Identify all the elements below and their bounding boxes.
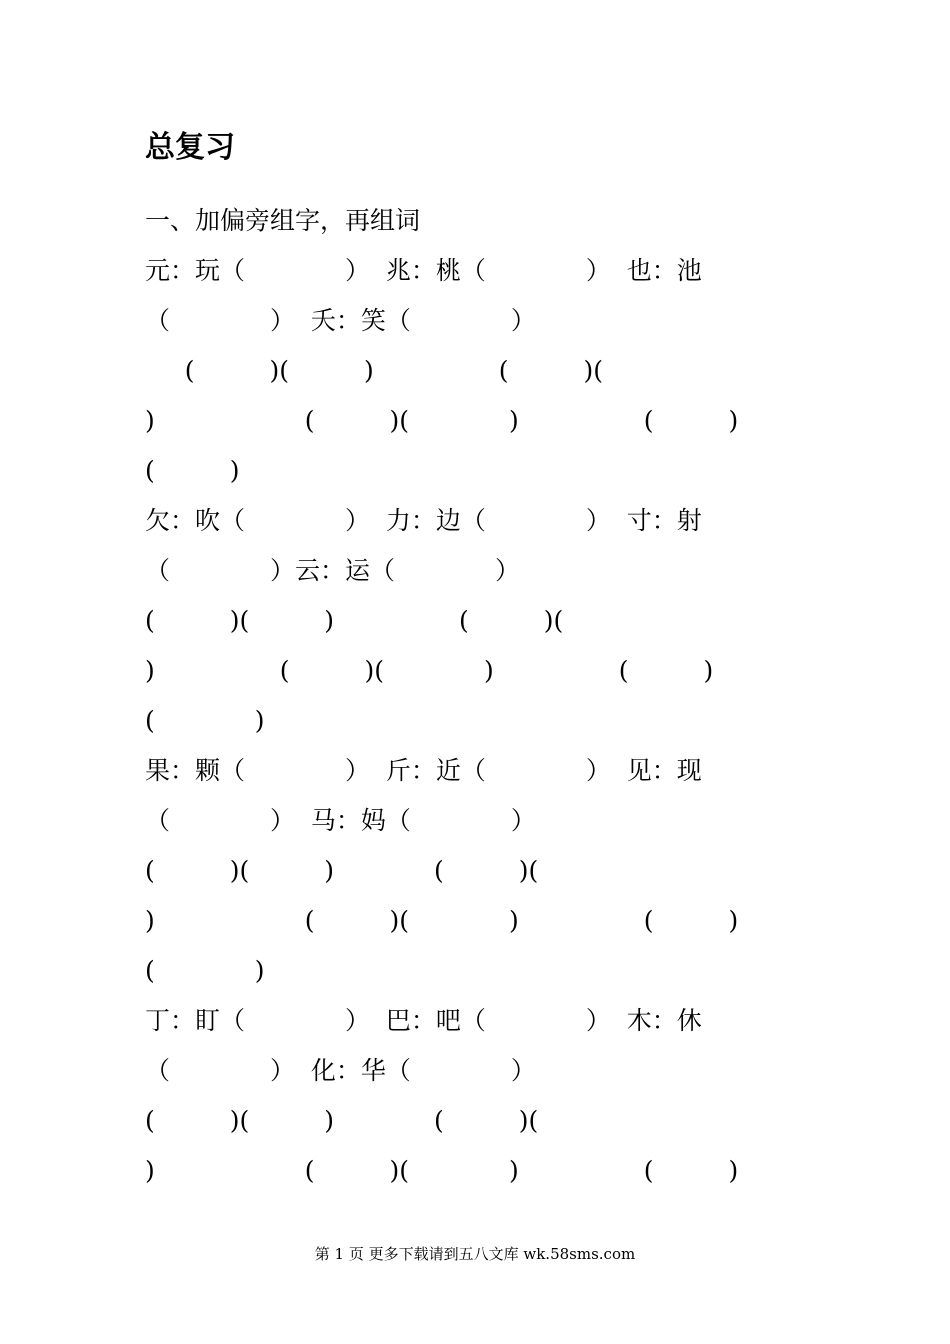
exercise-line: ( ) [145, 456, 240, 485]
exercise-line: ( )( ) ( )( [145, 856, 539, 885]
exercise-line: 果：颗（ ） 斤：近（ ） 见：现 [145, 756, 702, 785]
exercise-line: （ ） 马：妈（ ） [145, 806, 536, 835]
exercise-line: （ ） 夭：笑（ ） [145, 306, 536, 335]
exercise-line: ( ) [145, 706, 265, 735]
exercise-line: ) ( )( ) ( ) [145, 406, 739, 435]
exercise-line: 丁：盯（ ） 巴：吧（ ） 木：休 [145, 1006, 702, 1035]
exercise-line: ) ( )( ) ( ) [145, 906, 739, 935]
section-heading: 一、加偏旁组字，再组词 [145, 206, 421, 235]
exercise-line: ) ( )( ) ( ) [145, 656, 714, 685]
page-footer: 第 1 页 更多下载请到五八文库 wk.58sms.com [314, 1245, 636, 1263]
exercise-line: 元：玩（ ） 兆：桃（ ） 也：池 [145, 256, 702, 285]
exercise-line: 欠：吹（ ） 力：边（ ） 寸：射 [145, 506, 702, 535]
exercise-line: ( )( ) ( )( [145, 606, 564, 635]
exercise-line: ( )( ) ( )( [145, 1106, 539, 1135]
exercise-line: （ ） 化：华（ ） [145, 1056, 536, 1085]
exercise-line: ( ) [145, 956, 265, 985]
exercise-line: ) ( )( ) ( ) [145, 1156, 739, 1185]
exercise-line: ( )( ) ( )( [145, 356, 604, 385]
page-title: 总复习 [145, 130, 235, 165]
exercise-line: （ ）云：运（ ） [145, 556, 521, 585]
